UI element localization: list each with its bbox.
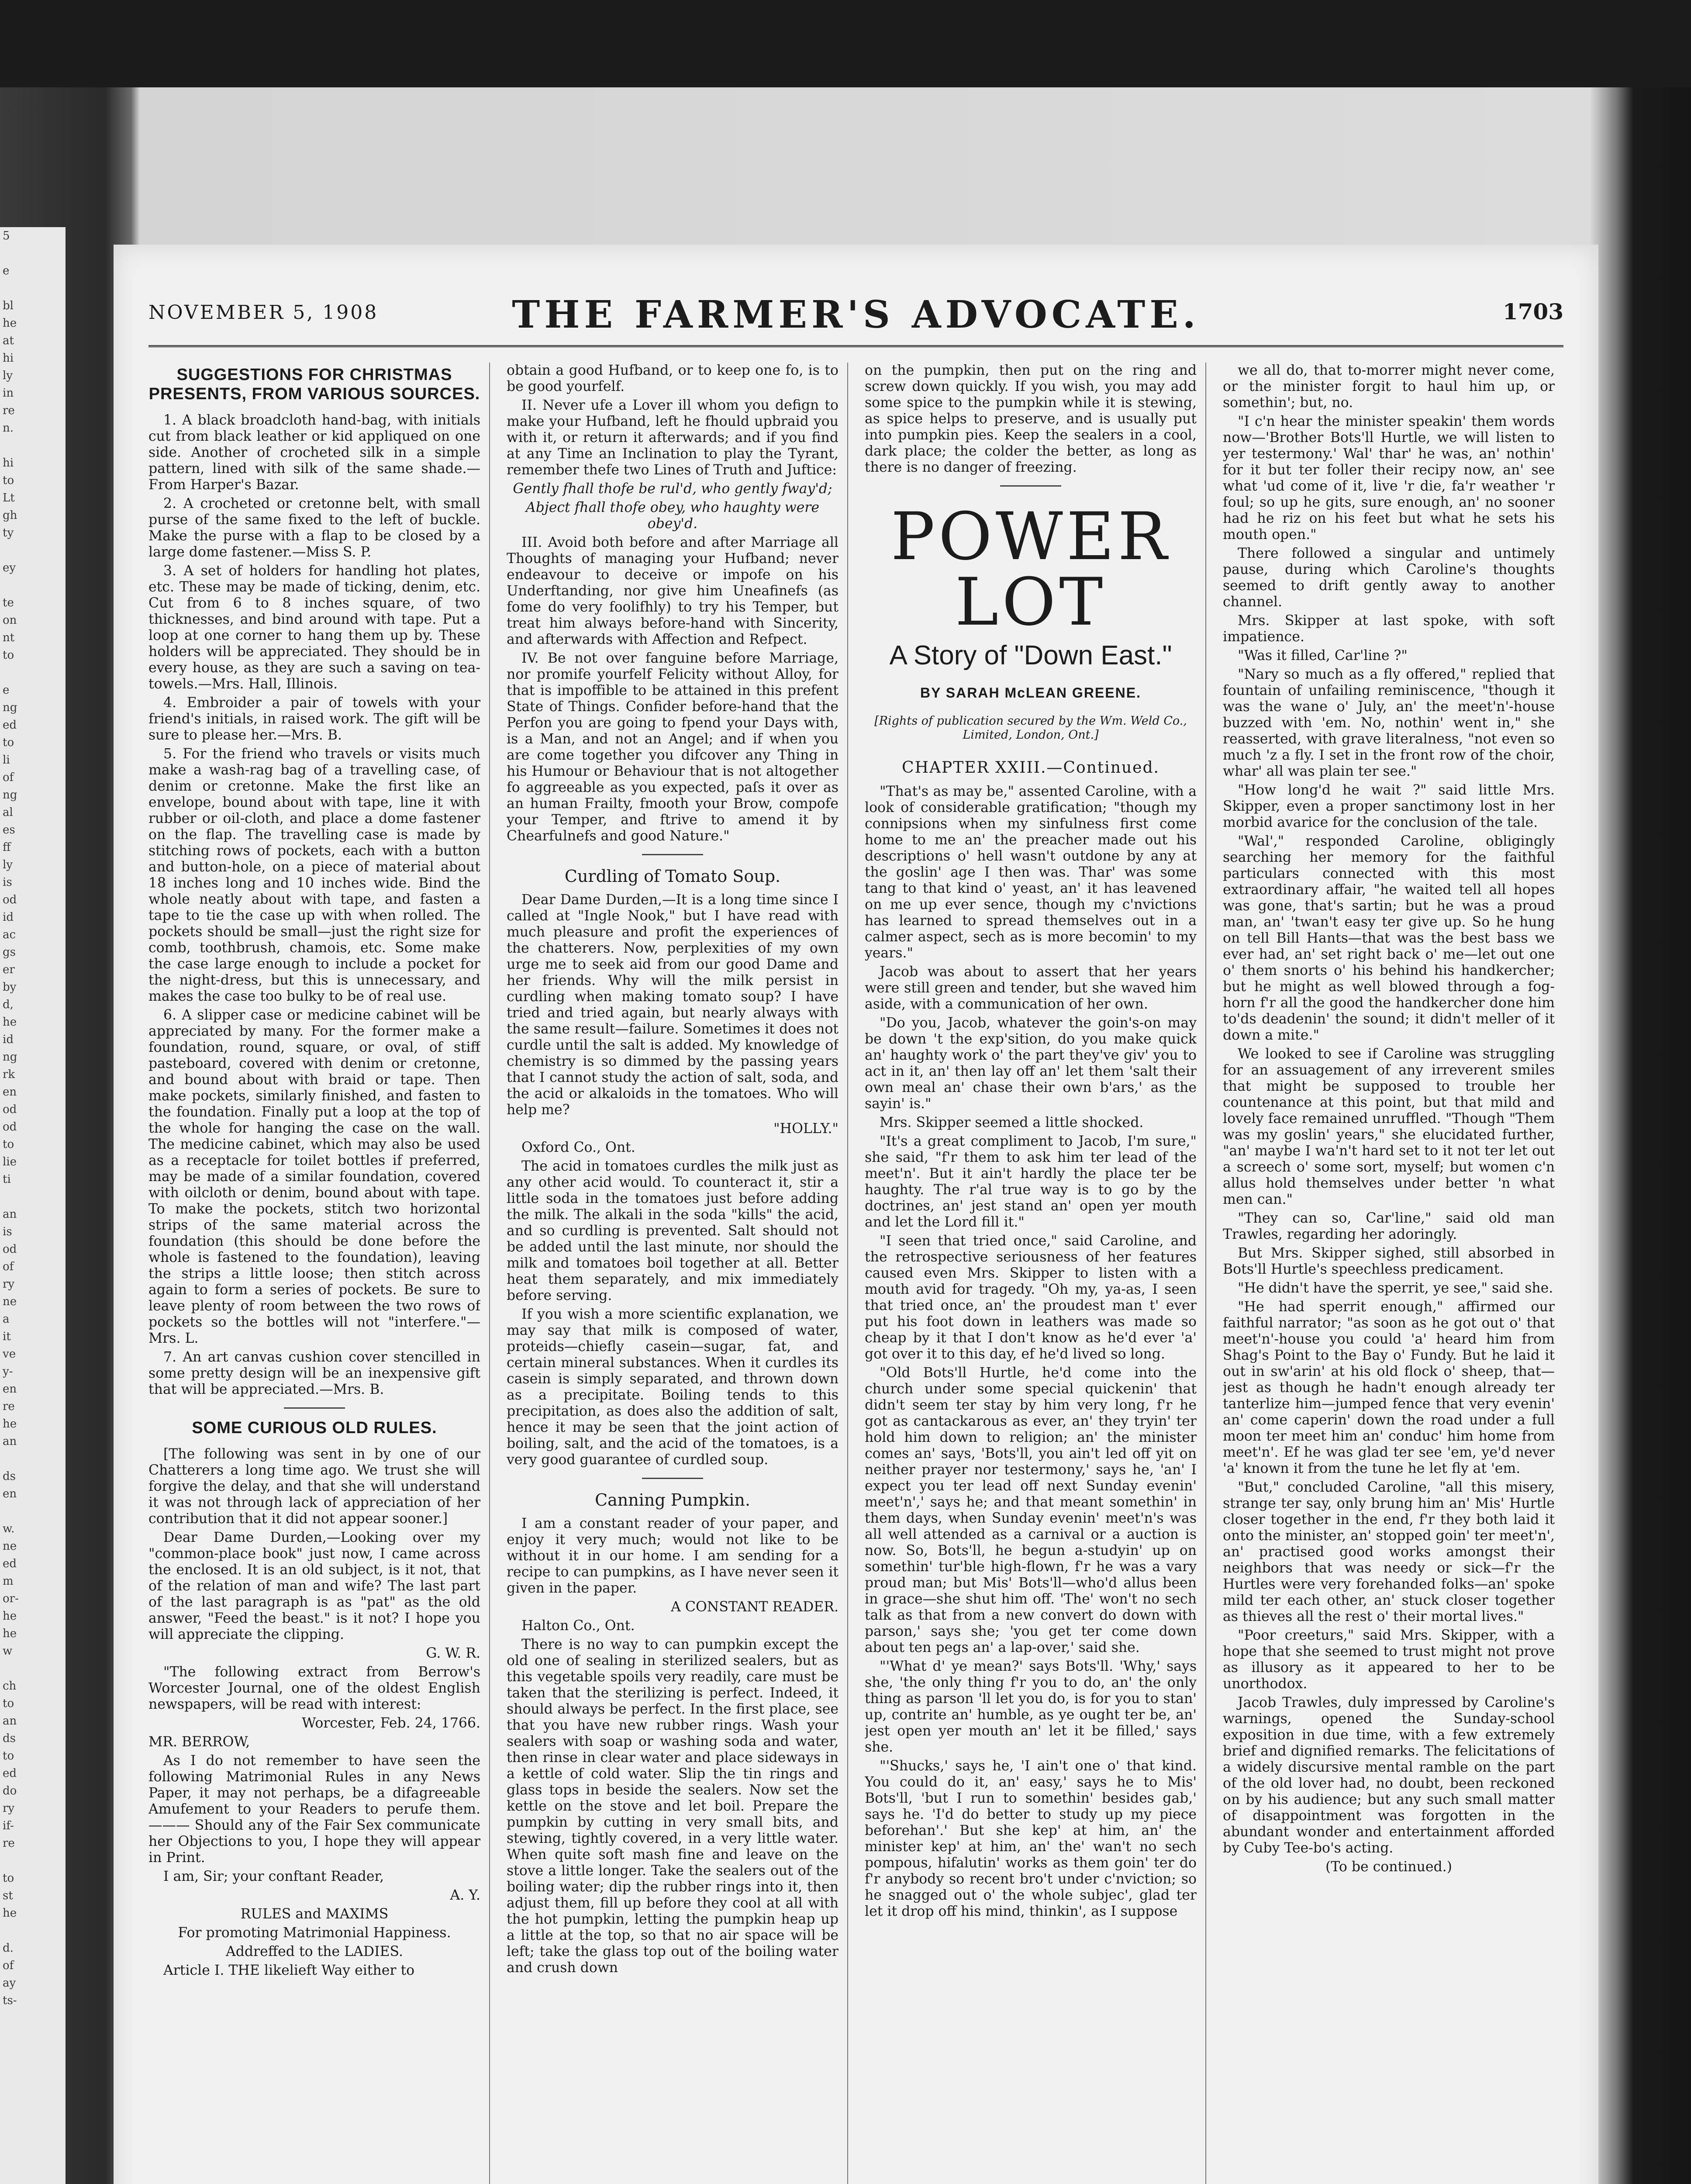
christmas-suggestions: [148, 412, 480, 1398]
story-paragraph: Mrs. Skipper seemed a little shocked.: [880, 1115, 1144, 1130]
extract-body: As I do not remember to have seen the following Matrimonial Rules in any News Paper, it may not perhaps, be a difagreeable Amufement to your Readers to perufe them. ——— Should any of the Fair Sex communicate her Objections to you, I hope they will appear in Print.: [148, 1753, 480, 1866]
tomato-signature: "HOLLY.": [773, 1121, 839, 1137]
rules-continued: obtain a good Hufband, or to keep one fo, is to be good yourfelf.: [507, 363, 839, 394]
fragment-line: he: [3, 1627, 17, 1640]
story-subtitle: A Story of "Down East.": [889, 640, 1172, 670]
fragment-line: [0, 542, 66, 559]
story-paragraph: Jacob Trawles, duly impressed by Caroline's warnings, opened the Sunday-school exposition in due time, with a few extremely brief and dignified remarks. The felicitations of a widely discursive mental ramble on the part of the old lover had, no doubt, been reckoned on by his audience; but any such small matter of disappointment was forgotten in the abundant wonder and entertainment afforded by Cuby Tee-bo's acting.: [1223, 1695, 1555, 1856]
fragment-line: e: [3, 684, 10, 697]
column-2: [507, 363, 839, 2184]
suggestion-paragraph: 3. A set of holders for handling hot plates, etc. These may be made of ticking, denim, etc. Cut from 6 to 8 inches square, of two thicknesses, and bind around with tape. Put a loop at one corner to hang them up by. These holders will be appreciated. They should be in every house, as they are such a saving on tea-towels.—Mrs. Hall, Illinois.: [148, 563, 480, 692]
fragment-line: lie: [3, 1155, 17, 1168]
column-3: [865, 363, 1197, 2184]
fragment-line: es: [3, 823, 15, 836]
fragment-line: m: [3, 1575, 14, 1588]
story-paragraph: "I seen that tried once," said Caroline, and the retrospective seriousness of her features caused even Mrs. Skipper to listen with a mouth avid for tragedy. "Oh my, ya-as, I seen that tried once, an' the proudest man t' ever put his foot down in leathers was made so cheap by it that I don't know as he'd ever 'a' got over it to this day, ef he'd lived so long.: [865, 1233, 1197, 1362]
heading-canning-pumpkin: Canning Pumpkin.: [595, 1490, 750, 1510]
suggestion-paragraph: 7. An art canvas cushion cover stencilled in some pretty design will be an inexpensive gift that will be appreciated.—Mrs. B.: [148, 1349, 480, 1397]
column-divider: [489, 363, 490, 2184]
rules-article-2: II. Never ufe a Lover ill whom you defign to make your Hufband, left he fhould upbraid you with it, or return it afterwards; and if you find at any Time an Inclination to play the Tyrant, remember thefe two Lines of Truth and Juftice:: [507, 397, 839, 478]
fragment-line: d.: [3, 1942, 14, 1955]
fragment-line: ry: [3, 1278, 15, 1291]
story-paragraph: "'Shucks,' says he, 'I ain't one o' that kind. You could do it, an' easy,' says he to Mis' Bots'll, 'but I run to somethin' besides gab,' says he. 'I'd do better to study up my piece beforehan'.' But she kep' at him, an' the minister kep' at him, an' the' wan't no sech pompous, hifalutin' works as them goin' ter do f'r anybody so recent bro't under c'nviction; so he snagged out o' the whole subjec', glad ter let it drop off his mind, thinkin', as I suppose: [865, 1758, 1197, 1919]
fragment-line: d,: [3, 998, 14, 1011]
fragment-line: do: [3, 1784, 17, 1797]
rules-title: RULES and MAXIMS: [240, 1906, 389, 1922]
fragment-line: [0, 577, 66, 594]
section-rule: [642, 854, 703, 855]
fragment-line: od: [3, 893, 17, 906]
fragment-line: [0, 1503, 66, 1520]
pumpkin-signature: A CONSTANT READER.: [671, 1599, 839, 1615]
fragment-line: [0, 1450, 66, 1468]
story-paragraph: "But," concluded Caroline, "all this misery, strange ter say, only brung him an' Mis' Hurtle closer together in the end, f'r they both laid it onto the minister, an' stopped goin' ter meet'n', an' practised good works amongst their neighbors that was needy or sick—f'r the Hurtles were very forehanded folks—an' spoke mild ter each other, an' stuck closer together as thieves all the rest o' their mortal lives.": [1223, 1479, 1555, 1624]
tomato-answer-2: If you wish a more scientific explanation, we may say that milk is composed of water, proteids—chiefly casein—sugar, fat, and certain mineral substances. When it curdles its casein is simply separated, and thrown down as a precipitate. Boiling tends to this precipitation, as does also the addition of salt, hence it may be seen that the joint action of boiling, salt, and the acid of the tomatoes, is a very good guarantee of curdled soup.: [507, 1306, 839, 1468]
story-author: BY SARAH McLEAN GREENE.: [920, 685, 1141, 701]
fragment-line: ff: [3, 841, 11, 854]
fragment-line: it: [3, 1330, 11, 1343]
fragment-line: of: [3, 1260, 14, 1273]
fragment-line: is: [3, 1225, 12, 1238]
fragment-line: en: [3, 1382, 17, 1396]
story-text-continued: [1223, 363, 1555, 1856]
fragment-line: [0, 437, 66, 454]
fragment-line: to: [3, 1749, 14, 1762]
story-title: POWER LOT: [890, 499, 1171, 640]
fragment-line: re: [3, 404, 15, 417]
story-paragraph: "Was it filled, Car'line ?": [1238, 648, 1408, 663]
tomato-place: Oxford Co., Ont.: [521, 1140, 635, 1155]
fragment-line: e: [3, 264, 10, 277]
fragment-line: an: [3, 1714, 17, 1728]
fragment-line: on: [3, 614, 17, 627]
fragment-line: ed: [3, 719, 17, 732]
fragment-line: ne: [3, 1295, 17, 1308]
fragment-line: ty: [3, 526, 14, 539]
fragment-line: ch: [3, 1679, 17, 1693]
fragment-line: en: [3, 1085, 17, 1099]
story-paragraph: "I c'n hear the minister speakin' them words now—'Brother Bots'll Hurtle, we will listen to yer testermony.' Wal' thar' he was, an' nothin' for it but ter foller their recipy now, an' see what 'ud come of it, live 'r die, fa'r weather 'r foul; so up he gits, sure enough, an' no sooner had he riz on his feet but what he sets his mouth open.": [1223, 414, 1555, 543]
story-paragraph: "Nary so much as a fly offered," replied that fountain of unfailing reminiscence, "though it was the wane o' July, an' the meet'n'-house buzzed with 'em. No, nothin' went in," she reasserted, with grave literalness, "not even so much 'z a fly. I set in the front row of the choir, whar' all was plain ter see.": [1223, 667, 1555, 779]
fragment-line: a: [3, 1313, 10, 1326]
fragment-line: to: [3, 1138, 14, 1151]
fragment-line: at: [3, 334, 14, 347]
fragment-line: rk: [3, 1068, 15, 1081]
fragment-line: ed: [3, 1767, 17, 1780]
fragment-line: er: [3, 963, 15, 976]
pumpkin-continued: on the pumpkin, then put on the ring and screw down quickly. If you wish, you may add some spice to the pumpkin while it is stewing, as spice helps to preserve, and is usually put into pumpkin pies. Keep the sealers in a cool, dark place; the colder the better, as long as there is no danger of freezing.: [865, 363, 1197, 475]
fragment-line: [0, 280, 66, 297]
fragment-line: od: [3, 1103, 17, 1116]
section-rule: [1000, 485, 1061, 487]
tomato-answer: The acid in tomatoes curdles the milk just as any other acid would. To counteract it, stir a little soda in the tomatoes just before adding the milk. The alkali in the soda "kills" the acid, and so curdling is prevented. Salt should not be added until the last minute, nor should the milk and tomatoes boil together at all. Better heat them separately, and mix immediately before serving.: [507, 1158, 839, 1303]
rules-article-1: Article I. THE likelieft Way either to: [163, 1963, 415, 1978]
fragment-line: ay: [3, 1977, 16, 1990]
extract-signature: A. Y.: [450, 1887, 480, 1903]
fragment-line: od: [3, 1243, 17, 1256]
fragment-line: ts-: [3, 1994, 17, 2007]
fragment-line: ry: [3, 1802, 15, 1815]
column-divider: [1205, 363, 1206, 2184]
fragment-line: or-: [3, 1592, 19, 1605]
previous-page-fragment: [0, 227, 66, 2184]
fragment-line: al: [3, 806, 13, 819]
fragment-line: Lt: [3, 491, 15, 505]
fragment-line: he: [3, 1417, 17, 1431]
fragment-line: to: [3, 474, 14, 487]
story-paragraph: "He didn't have the sperrit, ye see," said she.: [1238, 1280, 1553, 1296]
fragment-line: nt: [3, 631, 15, 644]
story-paragraph: "Poor creeturs," said Mrs. Skipper, with a hope that she seemed to trust might not prove as illusory as it appeared to her to be unorthodox.: [1223, 1628, 1555, 1692]
fragment-line: n.: [3, 422, 14, 435]
rules-subtitle-1: For promoting Matrimonial Happiness.: [178, 1925, 451, 1941]
fragment-line: an: [3, 1435, 17, 1448]
story-text: [865, 784, 1197, 1920]
story-paragraph: But Mrs. Skipper sighed, still absorbed in Bots'll Hurtle's speechless predicament.: [1223, 1245, 1555, 1277]
story-paragraph: There followed a singular and untimely pause, during which Caroline's thoughts seemed to drift gently away to another channel.: [1223, 546, 1555, 610]
suggestion-paragraph: 6. A slipper case or medicine cabinet will be appreciated by many. For the former make a foundation, round, square, or oval, of stiff pasteboard, covered with denim or cretonne, and bound about with braid or tape. Then make pockets, similarly finished, and fasten to the foundation. Finally put a loop at the top of the whole for hanging the case on the wall. The medicine cabinet, which may also be used as a receptacle for toilet bottles if preferred, may be made of a similar foundation, covered with oilcloth or denim, bound about with tape. To make the pockets, stitch two horizontal strips of the same material across the foundation (this should be done before the whole is fastened to the foundation), leaving the strips a little loose; then stitch across again to form a series of pockets. Be sure to leave plenty of room between the two rows of pockets so the bottles will not "interfere."—Mrs. L.: [148, 1007, 480, 1346]
heading-christmas-presents: SUGGESTIONS FOR CHRISTMAS PRESENTS, FROM VARIOUS SOURCES.: [148, 366, 480, 403]
story-paragraph: "It's a great compliment to Jacob, I'm sure," she said, "f'r them to ask him ter lead of the meet'n'. But it ain't hardly the place ter be haughty. The r'al true way is to go by the doctrines, an' jest stand an' open yer mouth and let the Lord fill it.": [865, 1133, 1197, 1230]
story-paragraph: "Wal'," responded Caroline, obligingly searching her memory for the faithful particulars connected with this most extraordinary affair, "he waited tell all hopes was gone, that's sartin; but he was a proud man, an' 'twan't easy ter give up. So he hung on tell Bill Hants—that was the best bass we ever had, an' set right back o' me—let out one o' them snorts o' his behind his handkercher; but he might as well blowed through a fog-horn f'r all the good the handkercher done him to'ds deadenin' the sound; it didn't meller of it down a mite.": [1223, 833, 1555, 1043]
rules-letter: Dear Dame Durden,—Looking over my "common-place book" just now, I came across the enclosed. It is an old subject, is it not, that of the relation of man and wife? The last part of the last paragraph is as "pat" as the old answer, "Feed the beast." is it not? I hope you will appreciate the clipping.: [148, 1530, 480, 1642]
publication-rights: [Rights of publication secured by the Wm. Weld Co., Limited, London, Ont.]: [874, 714, 1187, 742]
fragment-line: ti: [3, 1173, 11, 1186]
fragment-line: od: [3, 1120, 17, 1133]
rules-verse-2: Abject fhall thofe obey, who haughty were obey'd.: [526, 500, 819, 532]
pumpkin-letter: I am a constant reader of your paper, and enjoy it very much; would not like to be without it in our home. I am sending for a recipe to can pumpkins, as I have never seen it given in the paper.: [507, 1516, 839, 1596]
to-be-continued: (To be continued.): [1325, 1859, 1452, 1875]
pumpkin-place: Halton Co., Ont.: [521, 1618, 635, 1634]
fragment-line: by: [3, 981, 17, 994]
fragment-line: li: [3, 753, 10, 767]
fragment-line: id: [3, 911, 14, 924]
fragment-line: he: [3, 1907, 17, 1920]
fragment-line: [0, 1922, 66, 1939]
story-paragraph: "How long'd he wait ?" said little Mrs. Skipper, even a proper sanctimony lost in her morbid avarice for the conclusion of the tale.: [1223, 782, 1555, 830]
column-1: [148, 363, 480, 2184]
fragment-line: hi: [3, 352, 14, 365]
fragment-line: [0, 1188, 66, 1206]
story-paragraph: "Old Bots'll Hurtle, he'd come into the church under some special quickenin' that didn't seem ter stay by him very long, f'r he got as cantackarous as ever, an' they tryin' ter hold him down to religion; an' the minister comes an' says, 'Bots'll, you ain't led off yit on neither prayer nor testermony,' says he, 'an' I expect you ter lead off next Sunday evenin' meet'n',' says he; and that meant somethin' in them days, when Sunday evenin' meet'n's was all well attended as a carnival or a auction is now. So, Bots'll, he begun a-studyin' up on somethin' tur'ble high-flown, f'r he was a vary proud man; but Mis' Bots'll—who'd allus been in grace—she shut him off. 'The' won't no sech talk as that from a new convert do down with parson,' says she; 'you get ter come down about ten pegs an' a lap-over,' said she.: [865, 1365, 1197, 1655]
fragment-line: to: [3, 1697, 14, 1710]
rules-subtitle-2: Addreffed to the LADIES.: [225, 1944, 404, 1959]
fragment-line: ds: [3, 1732, 16, 1745]
fragment-line: ds: [3, 1470, 16, 1483]
chapter-heading: CHAPTER XXIII.—Continued.: [902, 759, 1160, 777]
story-paragraph: "That's as may be," assented Caroline, with a look of considerable gratification; "though my connipsions when my sinfulness first come home to me an' the preacher made out his descriptions o' hell wasn't outdone by any at the goslin' age I then was. Thar' was some tang to that kind o' yeast, an' it has leavened on me up ever sence, though my c'nvictions has learned to spread themselves out in a calmer aspect, sech as is more becomin' to my years.": [865, 784, 1197, 961]
extract-close: I am, Sir; your conftant Reader,: [163, 1869, 384, 1884]
fragment-line: y-: [3, 1365, 13, 1378]
story-paragraph: we all do, that to-morrer might never come, or the minister forgit to haul him up, or somethin'; but, no.: [1223, 363, 1555, 411]
fragment-line: he: [3, 317, 17, 330]
issue-date: NOVEMBER 5, 1908: [148, 301, 379, 324]
masthead: [148, 288, 1563, 347]
fragment-line: ng: [3, 701, 17, 714]
fragment-line: of: [3, 771, 14, 784]
story-paragraph: "'What d' ye mean?' says Bots'll. 'Why,' says she, 'the only thing f'r you to do, an' the only thing as parson 'll let you do, is for you to stan' up, contrite an' humble, as ye ought ter be, an' jest open yer mouth an' let it be filled,' says she.: [865, 1659, 1197, 1755]
page-number: 1703: [1502, 299, 1563, 325]
scanner-top-edge: [0, 0, 1691, 87]
fragment-line: 5: [3, 229, 10, 242]
fragment-line: of: [3, 1959, 14, 1972]
fragment-line: in: [3, 387, 14, 400]
fragment-line: re: [3, 1837, 15, 1850]
fragment-line: ng: [3, 1051, 17, 1064]
extract-salutation: MR. BERROW,: [148, 1734, 250, 1750]
fragment-line: [0, 1660, 66, 1677]
fragment-line: bl: [3, 299, 14, 312]
fragment-line: he: [3, 1610, 17, 1623]
heading-tomato-soup: Curdling of Tomato Soup.: [564, 867, 781, 886]
fragment-line: ly: [3, 858, 13, 871]
column-divider: [847, 363, 848, 2184]
rules-article-4: IV. Be not over fanguine before Marriage, nor promife yourfelf Felicity without Alloy, for that is impoffible to be attained in this prefent State of Things. Confider before-hand that the Perfon you are going to fpend your Days with, is a Man, and not an Angel; and if when you are come together you difcover any Thing in his Humour or Behaviour that is not altogether fo aggreeable as you expected, paſs it over as an human Frailty, fmooth your Brow, compofe your Temper, and ftrive to amend it by Chearfulnefs and good Nature.": [507, 650, 839, 844]
fragment-line: id: [3, 1033, 14, 1046]
rules-intro: [The following was sent in by one of our Chatterers a long time ago. We trust she will forgive the delay, and that she will understand it was not through lack of appreciation of her contribution that it did not appear sooner.]: [148, 1446, 480, 1527]
story-paragraph: We looked to see if Caroline was struggling for an assuagement of any irreverent smiles that might be supposed to trouble her countenance at this point, but that mild and lovely face remained unruffled. "Though "Them was my goslin' years," she elucidated further, "an' maybe I wa'n't hard set to it not ter let out a screech o' some sort, myself; but women c'n allus hold themselves under better 'n what men can.": [1223, 1046, 1555, 1207]
fragment-line: is: [3, 876, 12, 889]
story-paragraph: "He had sperrit enough," affirmed our faithful narrator; "as soon as he got out o' that meet'n'-house you could 'a' heard him from Shag's Point to the Bay o' Fundy. But he laid it out in sw'arin' at his old flock o' sheep, that—jest as though he hadn't enough already ter tanterlize him—jumped fence that very evenin' an' come caperin' down the road under a full moon ter meet him an' conduc' him home from meet'n'. Ef he was glad ter see 'em, ye'd never 'a' known it from the tune he let fly at 'em.: [1223, 1299, 1555, 1476]
newspaper-page: [114, 245, 1598, 2184]
fragment-line: to: [3, 736, 14, 749]
rules-article-3: III. Avoid both before and after Marriage all Thoughts of managing your Hufband; never endeavour to deceive or impofe on his Underftanding, nor give him Uneafinefs (as fome do very foolifhly) to try his Temper, but treat him always before-hand with Sincerity, and afterwards with Affection and Refpect.: [507, 535, 839, 647]
fragment-line: ng: [3, 788, 17, 802]
pumpkin-answer: There is no way to can pumpkin except the old one of sealing in sterilized sealers, but as this vegetable spoils very readily, care must be taken that the sterilizing is perfect. Indeed, it should always be perfect. In the first place, see that you have new rubber rings. Wash your sealers with soap or washing soda and water, then rinse in clear water and place sideways in a kettle of cold water. Slip the tin rings and glass tops in beside the sealers. Now set the kettle on the stove and let boil. Prepare the pumpkin by cutting in very small bits, and stewing, tightly covered, in a very little water. When quite soft mash fine and leave on the stove a little longer. Take the sealers out of the boiling water; dip the rubber rings into it, then adjust them, fill up before they cool at all with the hot pumpkin, letting the pumpkin heap up a little at the top, so that no air space will be left; take the glass top out of the boiling water and crush down: [507, 1637, 839, 1976]
story-paragraph: "Do you, Jacob, whatever the goin's-on may be down 't the exp'sition, do you make quick an' haughty work o' the part they've giv' you to act in it, an' then lay off an' let them 'salt their own meal an' chase their own b'ars,' as the sayin' is.": [865, 1015, 1197, 1112]
heading-curious-rules: SOME CURIOUS OLD RULES.: [192, 1419, 437, 1437]
extract-intro: "The following extract from Berrow's Worcester Journal, one of the oldest English newspapers, will be read with interest:: [148, 1664, 480, 1712]
story-paragraph: Mrs. Skipper at last spoke, with soft impatience.: [1223, 613, 1555, 645]
fragment-line: gs: [3, 946, 16, 959]
fragment-line: [0, 1852, 66, 1870]
fragment-line: gh: [3, 509, 17, 522]
fragment-line: en: [3, 1487, 17, 1500]
suggestion-paragraph: 4. Embroider a pair of towels with your friend's initials, in raised work. The gift will be sure to please her.—Mrs. B.: [148, 695, 480, 743]
fragment-line: to: [3, 649, 14, 662]
suggestion-paragraph: 5. For the friend who travels or visits much make a wash-rag bag of a travelling case, of denim or cretonne. Make the first like an envelope, bound about with tape, line it with rubber or oil-cloth, and place a dome fastener on the flap. The travelling case is made by stitching rows of pockets, each with a button and button-hole, on a piece of material about 18 inches long and 10 inches wide. Bind the whole neatly about with tape, and fasten a tape to tie the case up with when rolled. The pockets should be small—just the right size for comb, toothbrush, chamois, etc. Some make the case large enough to include a pocket for the night-dress, but this is unnecessary, and makes the case too bulky to be of real use.: [148, 746, 480, 1004]
newspaper-title: THE FARMER'S ADVOCATE.: [512, 293, 1200, 337]
section-rule: [642, 1478, 703, 1479]
fragment-line: an: [3, 1208, 17, 1221]
suggestion-paragraph: 1. A black broadcloth hand-bag, with initials cut from black leather or kid appliqued on one side. Another of crocheted silk in a simple pattern, lined with silk of the same shade.—From Harper's Bazar.: [148, 412, 480, 493]
fragment-line: w: [3, 1645, 13, 1658]
fragment-line: te: [3, 596, 14, 609]
fragment-line: ly: [3, 369, 13, 382]
story-paragraph: Jacob was about to assert that her years were still green and tender, but she waved him aside, with a communication of her own.: [865, 964, 1197, 1012]
fragment-line: st: [3, 1889, 13, 1902]
fragment-line: ne: [3, 1540, 17, 1553]
rules-verse-1: Gently fhall thofe be rul'd, who gently fway'd;: [513, 481, 832, 497]
fragment-line: he: [3, 1016, 17, 1029]
fragment-line: re: [3, 1400, 15, 1413]
rules-letter-signature: G. W. R.: [426, 1645, 480, 1661]
column-4: [1223, 363, 1555, 2184]
fragment-line: hi: [3, 456, 14, 470]
suggestion-paragraph: 2. A crocheted or cretonne belt, with small purse of the same fixed to the left of buckle. Make the purse with a flap to be closed by a large dome fastener.—Miss S. P.: [148, 496, 480, 560]
fragment-line: ey: [3, 561, 16, 574]
fragment-line: ed: [3, 1557, 17, 1570]
section-rule: [284, 1407, 345, 1409]
fragment-line: [0, 664, 66, 681]
fragment-line: ve: [3, 1348, 16, 1361]
fragment-line: w.: [3, 1522, 15, 1535]
fragment-line: to: [3, 1872, 14, 1885]
fragment-line: [0, 245, 66, 262]
story-paragraph: "They can so, Car'line," said old man Trawles, regarding her adoringly.: [1223, 1210, 1555, 1242]
fragment-line: ac: [3, 928, 16, 941]
fragment-line: if-: [3, 1819, 14, 1832]
extract-date: Worcester, Feb. 24, 1766.: [302, 1715, 480, 1731]
tomato-letter: Dear Dame Durden,—It is a long time since I called at "Ingle Nook," but I have read with much pleasure and profit the experiences of the chatterers. Now, perplexities of my own urge me to seek aid from our good Dame and her friends. Why will the milk persist in curdling when making tomato soup? I have tried and tried again, but nearly always with the same result—failure. Sometimes it does not curdle until the salt is added. My knowledge of chemistry is so dimmed by the passing years that I cannot study the action of salt, soda, and the acid or alkaloids in the tomatoes. Who will help me?: [507, 892, 839, 1118]
